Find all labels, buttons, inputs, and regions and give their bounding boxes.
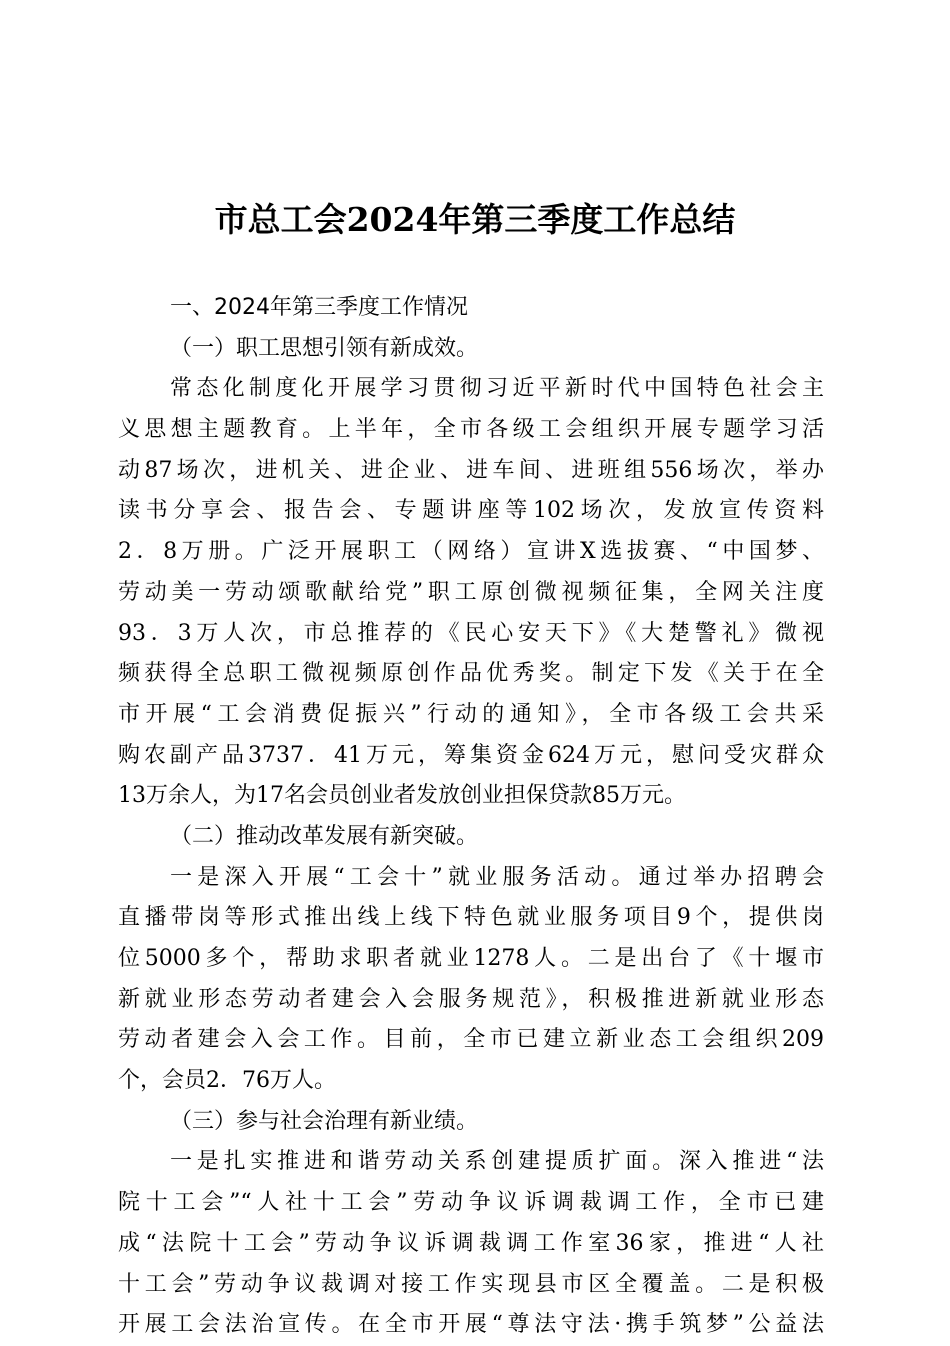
paragraph-line: 动87场次，进机关、进企业、进车间、进班组556场次，举办 [118, 457, 824, 483]
paragraph-line: 劳动美一劳动颂歌献给党”职工原创微视频征集，全网关注度 [118, 579, 824, 605]
paragraph-line: 个，会员2．76万人。 [118, 1068, 336, 1094]
paragraph-line: 93．3万人次，市总推荐的《民心安天下》《大楚警礼》微视 [118, 620, 824, 646]
paragraph-line: 成“法院十工会”劳动争议诉调裁调工作室36家，推进“人社 [118, 1230, 824, 1256]
paragraph-line: 购农副产品3737．41万元，筹集资金624万元，慰问受灾群众 [118, 742, 824, 768]
paragraph-line: 新就业形态劳动者建会入会服务规范》，积极推进新就业形态 [118, 986, 824, 1012]
subsection-heading: （三）参与社会治理有新业绩。 [170, 1108, 479, 1134]
document-body [118, 288, 824, 1346]
paragraph-line: 频获得全总职工微视频原创作品优秀奖。制定下发《关于在全 [118, 661, 824, 687]
document-title: 市总工会2024年第三季度工作总结 [214, 200, 736, 239]
section-heading: 一、2024年第三季度工作情况 [170, 295, 468, 320]
paragraph-line: 院十工会”“人社十工会”劳动争议诉调裁调工作，全市已建 [118, 1190, 824, 1216]
paragraph-line: 市开展“工会消费促振兴”行动的通知》，全市各级工会共采 [118, 701, 824, 727]
paragraph-line: 义思想主题教育。上半年，全市各级工会组织开展专题学习活 [118, 417, 824, 443]
paragraph-line: 位5000多个，帮助求职者就业1278人。二是出台了《十堰市 [118, 946, 824, 971]
paragraph-line: 开展工会法治宣传。在全市开展“尊法守法·携手筑梦”公益法 [118, 1312, 824, 1338]
paragraph-line: 一是深入开展“工会十”就业服务活动。通过举办招聘会 [170, 864, 824, 890]
paragraph-line: 读书分享会、报告会、专题讲座等102场次，发放宣传资料 [118, 498, 824, 524]
paragraph-line: 常态化制度化开展学习贯彻习近平新时代中国特色社会主 [170, 376, 824, 402]
paragraph-line: 劳动者建会入会工作。目前，全市已建立新业态工会组织209 [118, 1027, 824, 1053]
paragraph-line: 一是扎实推进和谐劳动关系创建提质扩面。深入推进“法 [170, 1149, 824, 1175]
paragraph-line: 13万余人，为17名会员创业者发放创业担保贷款85万元。 [118, 783, 686, 809]
subsection-heading: （二）推动改革发展有新突破。 [170, 823, 479, 849]
subsection-heading: （一）职工思想引领有新成效。 [170, 335, 479, 361]
paragraph-line: 2．8万册。广泛开展职工（网络）宣讲X选拔赛、“中国梦、 [118, 539, 824, 565]
paragraph-line: 十工会”劳动争议裁调对接工作实现县市区全覆盖。二是积极 [118, 1271, 824, 1297]
paragraph-line: 直播带岗等形式推出线上线下特色就业服务项目9个，提供岗 [118, 905, 824, 931]
